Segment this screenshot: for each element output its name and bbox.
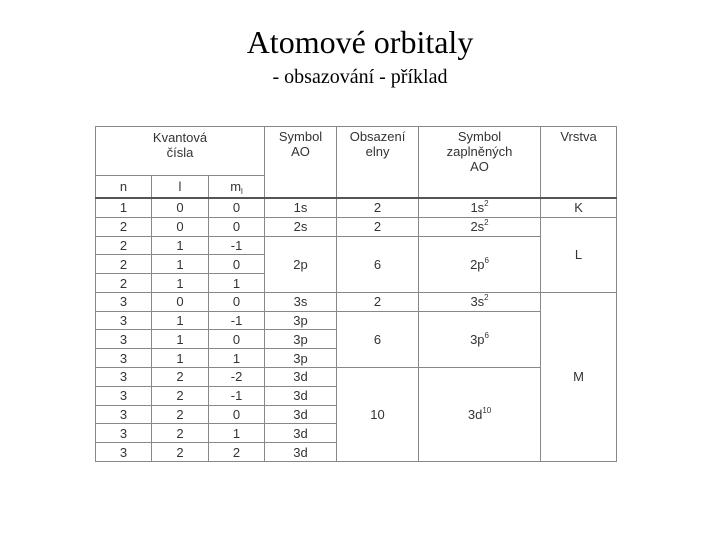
shell-cell-m: M xyxy=(541,292,617,461)
n-cell: 3 xyxy=(96,292,152,311)
n-cell: 3 xyxy=(96,405,152,424)
page-subtitle: - obsazování - příklad xyxy=(272,66,448,88)
m-cell: 0 xyxy=(209,198,265,217)
n-cell: 2 xyxy=(96,274,152,293)
occupancy-header: Obsazení elny xyxy=(337,127,419,198)
n-cell: 3 xyxy=(96,386,152,405)
symbol-cell: 3d xyxy=(265,424,337,443)
n-cell: 3 xyxy=(96,330,152,349)
orbital-table xyxy=(95,126,617,462)
m-header: $m_l$ xyxy=(209,176,265,198)
l-cell: 2 xyxy=(152,368,209,387)
symbol-cell: 3p xyxy=(265,311,337,330)
filled-ao-header: Symbol zaplněných AO xyxy=(419,127,541,198)
shell-cell-k: K xyxy=(541,198,617,217)
m-cell: -2 xyxy=(209,368,265,387)
symbol-cell: 3d xyxy=(265,386,337,405)
l-cell: 2 xyxy=(152,443,209,462)
n-cell: 3 xyxy=(96,311,152,330)
m-cell: 0 xyxy=(209,292,265,311)
l-cell: 1 xyxy=(152,349,209,368)
symbol-cell: 3d xyxy=(265,405,337,424)
symbol-cell: 3p xyxy=(265,330,337,349)
occupancy-cell: 10 xyxy=(337,368,419,462)
table-row xyxy=(96,217,617,236)
l-cell: 2 xyxy=(152,405,209,424)
l-cell: 1 xyxy=(152,274,209,293)
symbol-cell: 3d xyxy=(265,368,337,387)
m-cell: 0 xyxy=(209,405,265,424)
table-row xyxy=(96,198,617,217)
n-cell: 2 xyxy=(96,217,152,236)
n-header: n xyxy=(96,176,152,198)
symbol-cell: 1s xyxy=(265,198,337,217)
m-cell: -1 xyxy=(209,386,265,405)
occupancy-cell: 6 xyxy=(337,311,419,367)
m-cell: 1 xyxy=(209,424,265,443)
n-cell: 3 xyxy=(96,349,152,368)
occupancy-cell: 2 xyxy=(337,217,419,236)
filled-cell: $3p^6$ xyxy=(419,311,541,367)
symbol-cell: 3s xyxy=(265,292,337,311)
symbol-cell: 2p xyxy=(265,236,337,292)
l-header: l xyxy=(152,176,209,198)
table-row xyxy=(96,311,617,330)
n-cell: 3 xyxy=(96,368,152,387)
table-row xyxy=(96,292,617,311)
m-cell: -1 xyxy=(209,311,265,330)
l-cell: 1 xyxy=(152,330,209,349)
symbol-cell: 2s xyxy=(265,217,337,236)
symbol-ao-header: Symbol AO xyxy=(265,127,337,198)
occupancy-cell: 6 xyxy=(337,236,419,292)
l-cell: 0 xyxy=(152,198,209,217)
shell-cell-l: L xyxy=(541,217,617,292)
n-cell: 3 xyxy=(96,424,152,443)
filled-cell: $3s^2$ xyxy=(419,292,541,311)
l-cell: 2 xyxy=(152,424,209,443)
n-cell: 1 xyxy=(96,198,152,217)
m-cell: 0 xyxy=(209,330,265,349)
filled-cell: $2p^6$ xyxy=(419,236,541,292)
occupancy-cell: 2 xyxy=(337,198,419,217)
page-title: Atomové orbitaly xyxy=(246,24,474,60)
symbol-cell: 3p xyxy=(265,349,337,368)
m-cell: 1 xyxy=(209,349,265,368)
table-row xyxy=(96,236,617,255)
l-cell: 1 xyxy=(152,311,209,330)
m-cell: -1 xyxy=(209,236,265,255)
m-cell: 0 xyxy=(209,255,265,274)
shell-header: Vrstva xyxy=(541,127,617,198)
l-cell: 2 xyxy=(152,386,209,405)
symbol-cell: 3d xyxy=(265,443,337,462)
occupancy-cell: 2 xyxy=(337,292,419,311)
n-cell: 3 xyxy=(96,443,152,462)
filled-cell: $3d^{10}$ xyxy=(419,368,541,462)
table-row xyxy=(96,368,617,387)
m-cell: 0 xyxy=(209,217,265,236)
l-cell: 1 xyxy=(152,236,209,255)
header-row xyxy=(96,127,617,176)
filled-cell: $1s^2$ xyxy=(419,198,541,217)
filled-cell: $2s^2$ xyxy=(419,217,541,236)
n-cell: 2 xyxy=(96,236,152,255)
l-cell: 0 xyxy=(152,217,209,236)
n-cell: 2 xyxy=(96,255,152,274)
m-cell: 1 xyxy=(209,274,265,293)
quantum-numbers-header: Kvantová čísla xyxy=(96,127,265,176)
l-cell: 1 xyxy=(152,255,209,274)
m-cell: 2 xyxy=(209,443,265,462)
l-cell: 0 xyxy=(152,292,209,311)
